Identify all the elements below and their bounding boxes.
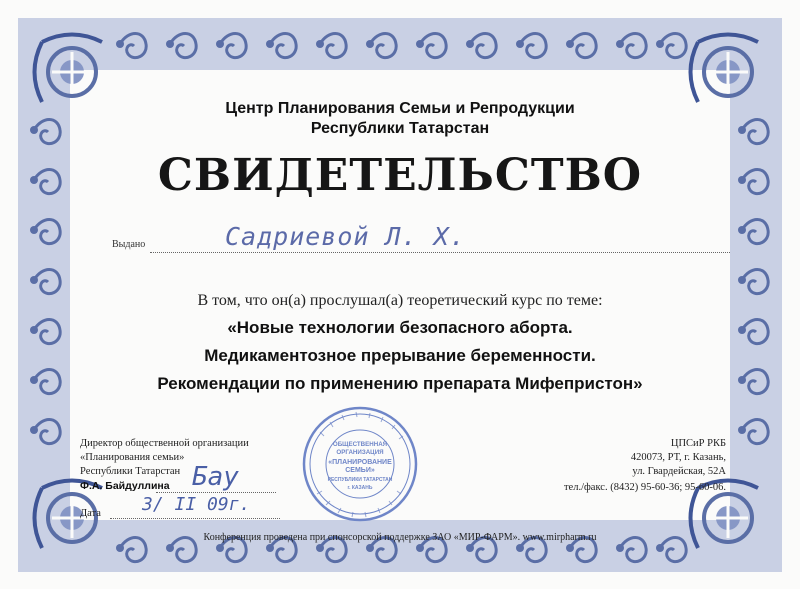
stamp-text-line: г. КАЗАНЬ (347, 485, 373, 491)
institution-address-line1: 420073, РТ, г. Казань, (630, 452, 726, 463)
sponsor-footer: Конференция проведена при спонсорской поддержке ЗАО «МИР-ФАРМ». www.mirpharm.ru (203, 532, 597, 543)
course-topic-line: Медикаментозное прерывание беременности. (204, 346, 596, 365)
director-signature: Бау (192, 462, 239, 492)
course-topic-line: «Новые технологии безопасного аборта. (227, 318, 573, 337)
course-topic-line: Рекомендации по применению препарата Мифепристон» (157, 374, 643, 393)
stamp-text-line: ОБЩЕСТВЕННАЯ (332, 441, 388, 448)
issued-fill-line (150, 252, 730, 253)
stamp-text-line: РЕСПУБЛИКИ ТАТАРСТАН (327, 477, 393, 483)
date-fill-line (110, 518, 280, 519)
recipient-handwritten: Садриевой Л. Х. (225, 222, 466, 251)
course-intro: В том, что он(а) прослушал(а) теоретический курс по теме: (197, 292, 603, 309)
signature-fill-line (156, 492, 276, 493)
director-title-line2: «Планирования семьи» (80, 452, 185, 463)
date-label: Дата (80, 508, 101, 519)
stamp-text-line: «ПЛАНИРОВАНИЕ (328, 459, 392, 466)
stamp-text-line: ОРГАНИЗАЦИЯ (336, 449, 384, 456)
official-stamp (300, 404, 420, 524)
issued-label: Выдано (112, 239, 146, 250)
organization-name-line1: Центр Планирования Семьи и Репродукции (225, 100, 575, 117)
institution-name: ЦПСиР РКБ (670, 438, 726, 449)
organization-name-line2: Республики Татарстан (310, 120, 490, 137)
director-title-line3: Республики Татарстан (80, 466, 181, 477)
director-name: Ф.А. Байдуллина (80, 480, 170, 492)
institution-address-line2: ул. Гвардейская, 52А (632, 466, 726, 477)
director-title-line1: Директор общественной организации (80, 438, 249, 449)
document-title: СВИДЕТЕЛЬСТВО (157, 150, 643, 201)
date-handwritten: 3/ II 09г. (142, 494, 251, 515)
stamp-text-line: СЕМЬИ» (345, 467, 375, 474)
institution-phone: тел./факс. (8432) 95-60-36; 95-60-06. (563, 482, 726, 493)
